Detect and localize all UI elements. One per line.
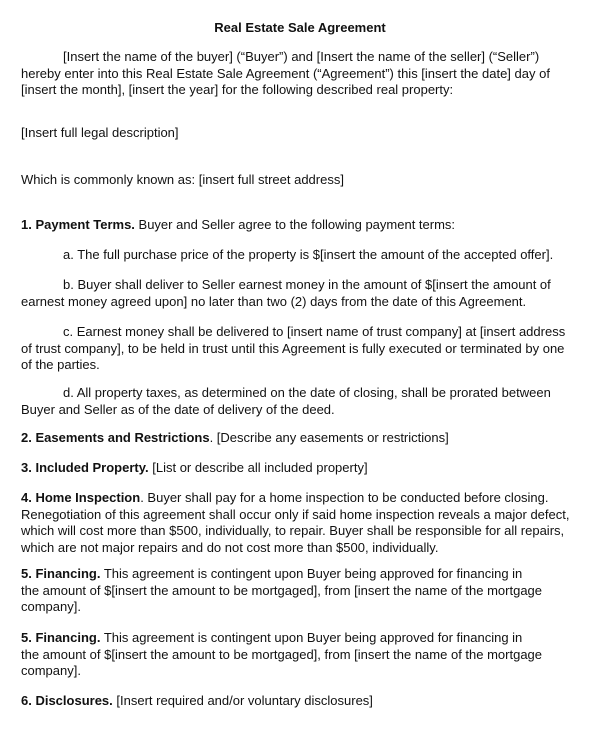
payment-item-b: b. Buyer shall deliver to Seller earnest money in the amount of $[insert the amount of earnest money agreed upon] no later than two (2) days from the date of this Agreement. (21, 277, 551, 309)
section-text: Buyer and Seller agree to the following payment terms: (134, 217, 456, 232)
section-text: This agreement is contingent upon Buyer being approved for financing in (100, 630, 523, 645)
section-text: [List or describe all included property] (148, 460, 368, 475)
section-financing: 5. Financing. This agreement is contingent upon Buyer being approved for financing in the amount of $[insert the amount to be mortgaged], from [insert the name of the mortgage company]. (21, 566, 543, 614)
known-as-address: Which is commonly known as: [insert full street address] (21, 172, 344, 187)
section-disclosures (21, 693, 580, 710)
legal-description: [Insert full legal description] (21, 125, 179, 140)
section-heading: 2. Easements and Restrictions (21, 430, 210, 445)
intro-paragraph (21, 49, 580, 99)
payment-item-d: d. All property taxes, as determined on the date of closing, shall be prorated between Buyer and Seller as of the date of delivery of the deed. (21, 385, 551, 417)
section-heading: 5. Financing. (21, 630, 101, 645)
section-easements (21, 430, 580, 447)
section-text: [Insert required and/or voluntary disclosures] (112, 693, 373, 708)
section-heading: 5. Financing. (21, 566, 101, 581)
section-included-property (21, 460, 580, 477)
section-text: . Buyer shall pay for a home inspection to be conducted before closing. (140, 490, 549, 505)
section-financing-duplicate: 5. Financing. This agreement is contingent upon Buyer being approved for financing in the amount of $[insert the amount to be mortgaged], from [insert the name of the mortgage company]. (21, 630, 543, 678)
intro-line: [Insert the name of the buyer] (“Buyer”) and [Insert the name of the seller] (“Seller”) (63, 49, 540, 64)
section-text: . [Describe any easements or restrictions] (209, 430, 449, 445)
section-heading: 4. Home Inspection (21, 490, 141, 505)
section-home-inspection: 4. Home Inspection. Buyer shall pay for a home inspection to be conducted before closing. Renegotiation of this agreement shall occur only if said home inspection reveals a major defect, which will cost more than $500, individually, to repair. Buyer shall be responsible for all repairs, which are not major repairs and do not cost more than $500, individually. (21, 490, 570, 555)
payment-item-c: c. Earnest money shall be delivered to [insert name of trust company] at [insert address of trust company], to be held in trust until this Agreement is fully executed or terminated by one of the parties. (21, 324, 566, 372)
intro-line: [insert the month], [insert the year] for the following described real property: (21, 82, 454, 97)
section-payment-terms (21, 217, 580, 234)
section-heading: 1. Payment Terms. (21, 217, 135, 232)
section-heading: 3. Included Property. (21, 460, 149, 475)
intro-line: hereby enter into this Real Estate Sale Agreement (“Agreement”) this [insert the date] day of (21, 65, 550, 81)
payment-item-a: a. The full purchase price of the property is $[insert the amount of the accepted offer]. (63, 247, 554, 262)
section-heading: 6. Disclosures. (21, 693, 113, 708)
section-text: This agreement is contingent upon Buyer being approved for financing in (100, 566, 523, 581)
document-title: Real Estate Sale Agreement (214, 20, 386, 35)
